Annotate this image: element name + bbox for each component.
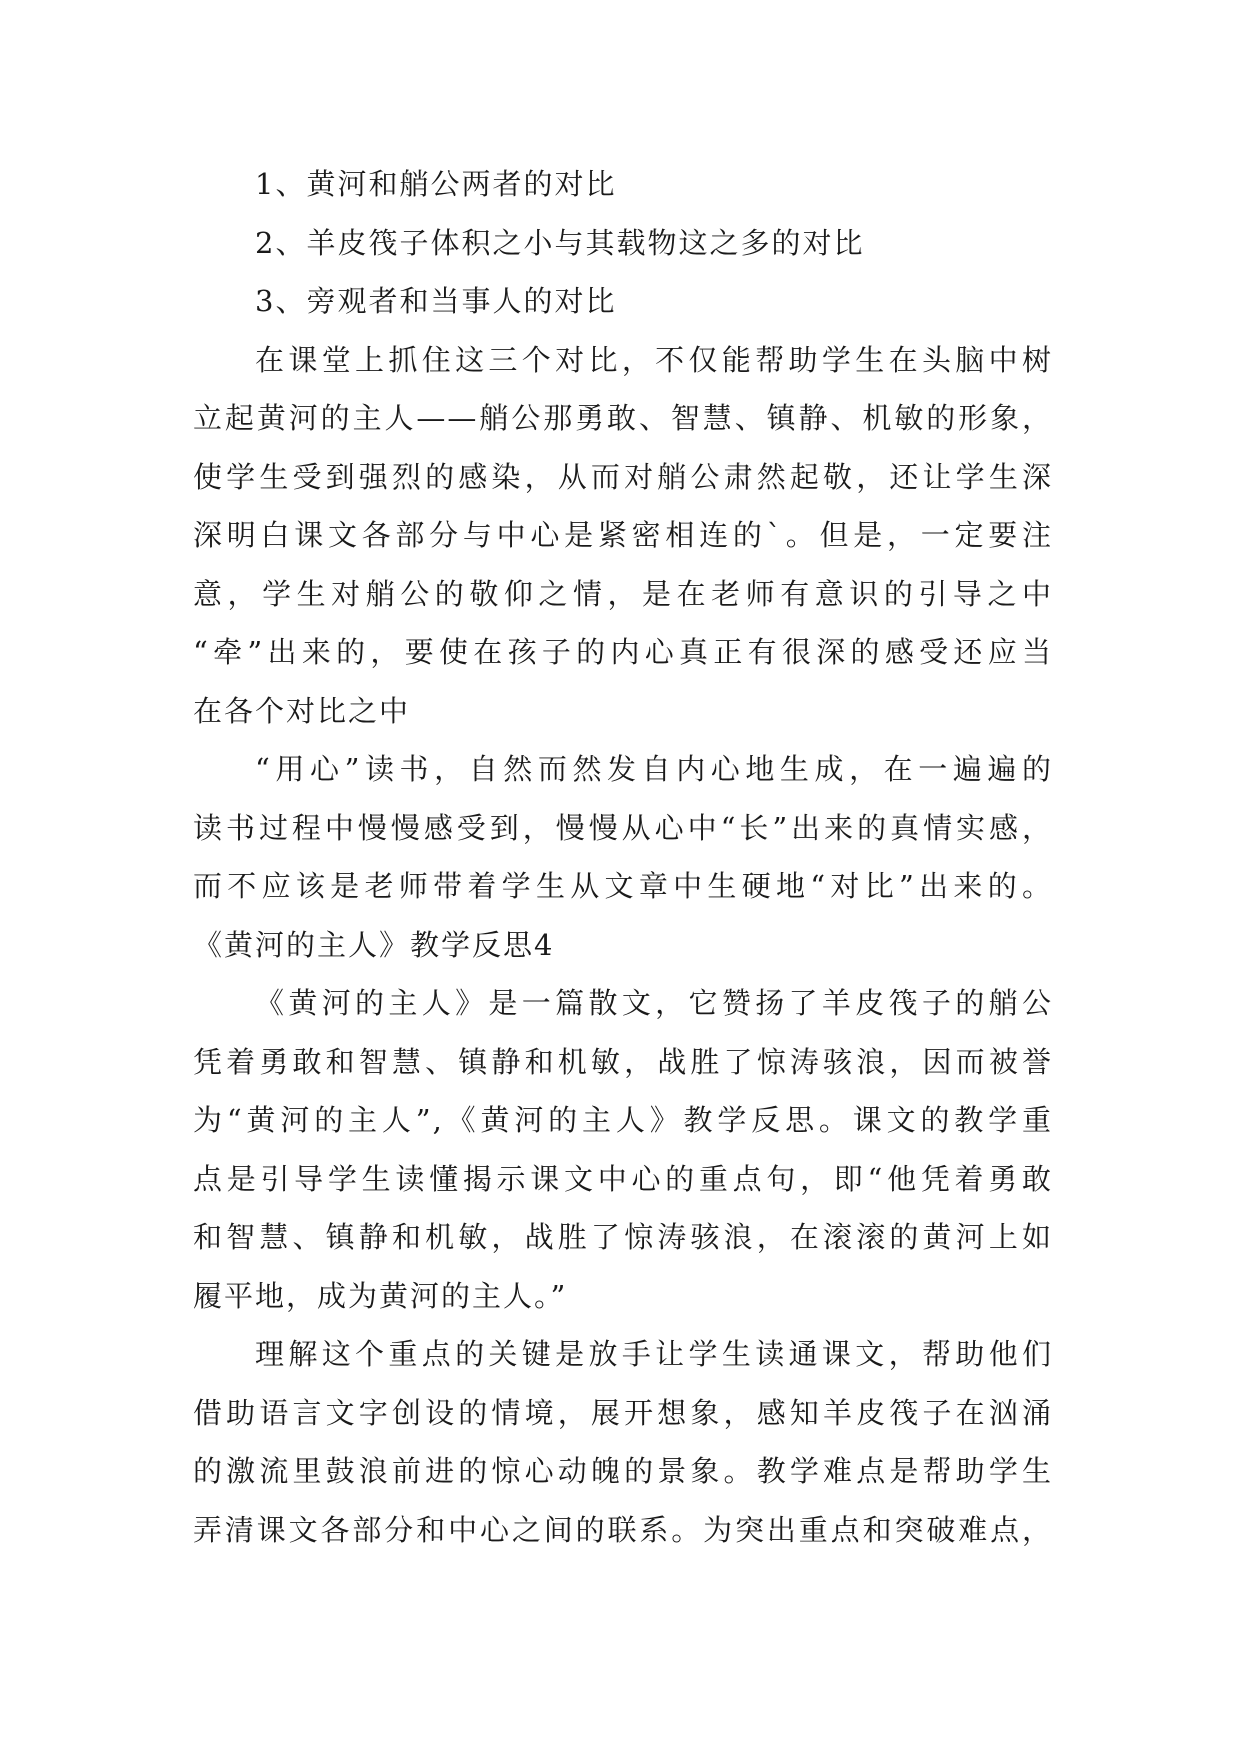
paragraph-line: 和智慧、镇静和机敏，战胜了惊涛骇浪，在滚滚的黄河上如 <box>193 1220 1053 1254</box>
paragraph-line: “牵”出来的，要使在孩子的内心真正有很深的感受还应当 <box>193 635 1053 669</box>
paragraph-line: 点是引导学生读懂揭示课文中心的重点句，即“他凭着勇敢 <box>193 1161 1053 1196</box>
paragraph-line: 在课堂上抓住这三个对比，不仅能帮助学生在头脑中树 <box>255 342 1053 377</box>
paragraph-line: 借助语言文字创设的情境，展开想象，感知羊皮筏子在汹涌 <box>193 1395 1053 1430</box>
list-item-1: 1、黄河和艄公两者的对比 <box>255 167 617 201</box>
list-item-3: 3、旁观者和当事人的对比 <box>255 284 617 318</box>
paragraph-line: 在各个对比之中 <box>193 693 411 728</box>
list-item-2: 2、羊皮筏子体积之小与其载物这之多的对比 <box>255 225 865 260</box>
paragraph-line: 深明白课文各部分与中心是紧密相连的`。但是，一定要注 <box>193 518 1053 552</box>
paragraph-line: 而不应该是老师带着学生从文章中生硬地“对比”出来的。 <box>193 869 1053 903</box>
paragraph-line: “用心”读书，自然而然发自内心地生成，在一遍遍的 <box>255 752 1053 786</box>
paragraph-line: 立起黄河的主人——艄公那勇敢、智慧、镇静、机敏的形象， <box>193 401 1053 435</box>
paragraph-line: 凭着勇敢和智慧、镇静和机敏，战胜了惊涛骇浪，因而被誉 <box>193 1044 1053 1079</box>
paragraph-line: 读书过程中慢慢感受到，慢慢从心中“长”出来的真情实感， <box>193 810 1053 845</box>
section-heading: 《黄河的主人》教学反思4 <box>193 927 555 962</box>
paragraph-line: 《黄河的主人》是一篇散文，它赞扬了羊皮筏子的艄公 <box>255 986 1053 1020</box>
paragraph-line: 的激流里鼓浪前进的惊心动魄的景象。教学难点是帮助学生 <box>193 1454 1053 1488</box>
paragraph-line: 为“黄河的主人”,《黄河的主人》教学反思。课文的教学重 <box>193 1103 1053 1137</box>
paragraph-line: 弄清课文各部分和中心之间的联系。为突出重点和突破难点， <box>193 1512 1053 1547</box>
paragraph-line: 意，学生对艄公的敬仰之情，是在老师有意识的引导之中 <box>193 576 1053 611</box>
paragraph-line: 使学生受到强烈的感染，从而对艄公肃然起敬，还让学生深 <box>193 459 1053 494</box>
paragraph-line: 理解这个重点的关键是放手让学生读通课文，帮助他们 <box>255 1337 1053 1371</box>
paragraph-line: 履平地，成为黄河的主人。” <box>193 1278 568 1313</box>
document-body <box>193 155 1053 1559</box>
